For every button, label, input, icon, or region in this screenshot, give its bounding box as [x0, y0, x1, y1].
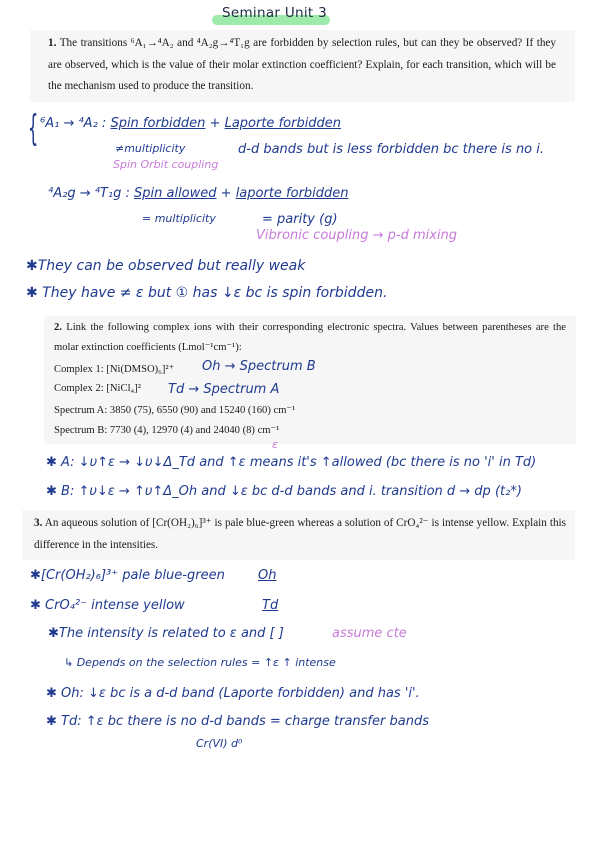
note2-a: ✱ A: ↓υ↑ε → ↓υ↓Δ_Td and ↑ε means it's ↑allowed (bc there is no 'i' in Td) [46, 455, 537, 470]
note3-line-2-geometry: Td [262, 598, 279, 613]
note1-a2-vibronic: Vibronic coupling → p-d mixing [256, 228, 458, 243]
note1-a1-multiplicity: ≠multiplicity [115, 142, 186, 155]
note3-line-1: ✱[Cr(OH₂)₆]³⁺ pale blue-green [30, 568, 225, 583]
question-2-number: 2. [54, 322, 62, 333]
note3-line-6: ✱ Td: ↑ε bc there is no d-d bands = charge transfer bands [46, 714, 429, 729]
note2-complex-1: Oh → Spectrum B [202, 359, 316, 374]
note1-a2-parity: = parity (g) [262, 212, 338, 227]
question-1-number: 1. [48, 37, 57, 49]
note1-a2: ⁴A₂g → ⁴T₁g : Spin allowed + laporte forbidden [48, 186, 349, 201]
note3-line-3: ✱The intensity is related to ε and [ ] [48, 626, 284, 641]
question-3 [34, 512, 566, 556]
note3-line-5: ✱ Oh: ↓ε bc is a d-d band (Laporte forbidden) and has 'i'. [46, 686, 420, 701]
note3-line-2: ✱ CrO₄²⁻ intense yellow [30, 598, 185, 613]
note1-a1-dd: d-d bands but is less forbidden bc there is no i. [238, 142, 545, 157]
page-title: Seminar Unit 3 [222, 5, 328, 21]
question-3-number: 3. [34, 517, 43, 529]
note2-complex-2: Td → Spectrum A [168, 382, 280, 397]
question-2-text: Link the following complex ions with their corresponding electronic spectra. Values between parentheses are the molar extinction coefficients (Lmol⁻¹cm⁻¹): [54, 322, 566, 353]
note1-a1-soc: Spin Orbit coupling [113, 158, 219, 171]
note3-line-4: ↳ Depends on the selection rules = ↑ε ↑ intense [64, 656, 336, 669]
spectrum-a: Spectrum A: 3850 (75), 6550 (90) and 15240 (160) cm⁻¹ [54, 405, 296, 416]
note1-a1: ⁶A₁ → ⁴A₂ : Spin forbidden + Laporte forbidden [40, 116, 342, 131]
complex-2: Complex 2: [NiCl₄]² [54, 383, 141, 394]
question-2 [54, 318, 566, 358]
note2-epsilon: ε [272, 438, 278, 451]
note3-line-1-geometry: Oh [258, 568, 277, 583]
spectrum-b: Spectrum B: 7730 (4), 12970 (4) and 24040 (8) cm⁻¹ [54, 425, 280, 436]
question-3-text: An aqueous solution of [Cr(OH₂)₆]³⁺ is pale blue-green whereas a solution of CrO₄²⁻ is intense yellow. Explain this difference in the intensities. [34, 517, 566, 551]
question-1-text: The transitions ⁶A₁→⁴A₂ and ⁴A₂g→⁴T₁g are forbidden by selection rules, but can they be observed? If they are observed, which is the value of their molar extinction coefficient? Explain, for each transition, which will be the mechanism used to produce the transition. [48, 37, 556, 92]
complex-1: Complex 1: [Ni(DMSO)₆]²⁺ [54, 364, 175, 375]
question-1 [48, 33, 556, 98]
note2-b: ✱ B: ↑υ↓ε → ↑υ↑Δ_Oh and ↓ε bc d-d bands and i. transition d → dp (t₂*) [46, 484, 522, 499]
note3-line-7: Cr(VI) d⁰ [196, 737, 243, 750]
note1-summary-1: ✱They can be observed but really weak [26, 258, 306, 274]
note1-a2-multiplicity: = multiplicity [142, 212, 216, 225]
brace-icon: { [28, 108, 39, 149]
note3-line-3-assume: assume cte [332, 626, 407, 641]
note1-summary-2: ✱ They have ≠ ε but ① has ↓ε bc is spin forbidden. [26, 285, 388, 301]
